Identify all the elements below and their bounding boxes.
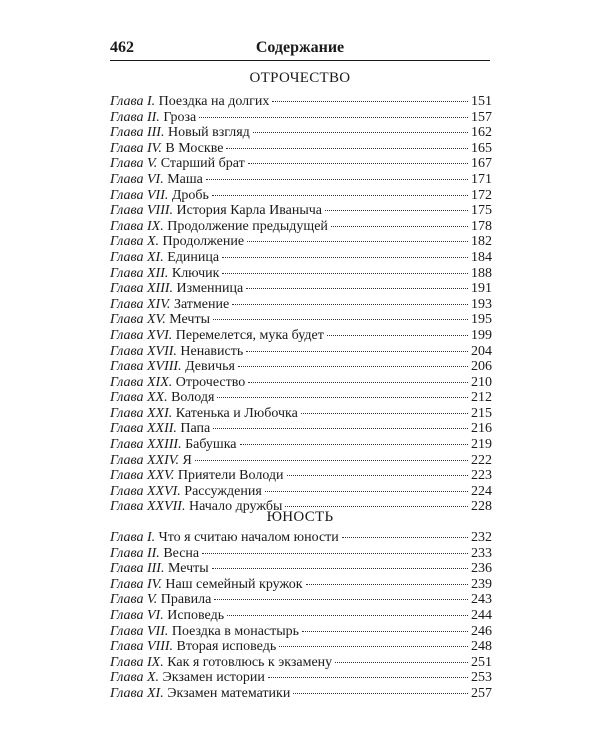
chapter-title: Поездка на долгих — [158, 94, 270, 109]
chapter-title: Поездка в монастырь — [171, 623, 300, 639]
toc-entry — [110, 250, 492, 266]
toc-entry — [110, 156, 492, 172]
toc-entry — [110, 686, 492, 702]
dot-leader — [331, 226, 468, 227]
chapter-title: Я — [182, 452, 192, 468]
chapter-title: Отрочество — [175, 374, 246, 390]
dot-leader — [325, 210, 468, 211]
chapter-title: Новый взгляд — [167, 125, 250, 141]
toc-entry — [110, 125, 492, 141]
toc-entry — [110, 624, 492, 640]
chapter-number: Глава XI. — [110, 249, 164, 265]
toc-entry — [110, 530, 492, 546]
dot-leader — [247, 241, 468, 242]
dot-leader — [248, 382, 468, 383]
toc-entry — [110, 639, 492, 655]
chapter-number: Глава VI. — [110, 171, 164, 187]
chapter-page: 193 — [471, 296, 492, 312]
chapter-number: Глава II. — [110, 545, 160, 561]
chapter-page: 182 — [471, 234, 492, 250]
chapter-title: Затмение — [173, 296, 230, 312]
chapter-number: Глава XVI. — [110, 327, 173, 343]
chapter-page: 223 — [471, 468, 492, 484]
chapter-page: 165 — [471, 140, 492, 156]
chapter-title: Папа — [180, 421, 211, 437]
dot-leader — [212, 568, 468, 569]
chapter-number: Глава XVIII. — [110, 359, 182, 375]
chapter-number: Глава IV. — [110, 576, 162, 592]
running-title: Содержание — [255, 39, 345, 56]
chapter-number: Глава XIII. — [110, 281, 174, 297]
chapter-page: 248 — [471, 639, 492, 655]
chapter-number: Глава III. — [110, 561, 165, 577]
chapter-title: Рассуждения — [184, 483, 262, 499]
chapter-number: Глава XXIV. — [110, 452, 179, 468]
toc-entry — [110, 592, 492, 608]
chapter-number: Глава IX. — [110, 654, 164, 670]
dot-leader — [199, 117, 468, 118]
chapter-page: 215 — [471, 405, 492, 421]
chapter-title: Единица — [167, 249, 220, 265]
chapter-page: 212 — [471, 390, 492, 406]
chapter-page: 210 — [471, 374, 492, 390]
chapter-page: 236 — [471, 561, 492, 577]
chapter-number: Глава V. — [110, 156, 158, 172]
chapter-page: 251 — [471, 654, 492, 670]
chapter-number: Глава III. — [110, 125, 165, 141]
toc-entry — [110, 344, 492, 360]
dot-leader — [248, 163, 468, 164]
chapter-number: Глава II. — [110, 109, 160, 125]
chapter-number: Глава XI. — [110, 685, 164, 701]
chapter-number: Глава XXVII. — [110, 499, 186, 515]
toc-list-adolescence — [110, 94, 492, 515]
toc-entry — [110, 141, 492, 157]
chapter-title: Перемелется, мука будет — [175, 327, 324, 343]
dot-leader — [246, 351, 468, 352]
dot-leader — [335, 662, 468, 663]
dot-leader — [342, 537, 468, 538]
toc-entry — [110, 312, 492, 328]
page-number: 462 — [110, 39, 134, 56]
chapter-page: 206 — [471, 359, 492, 375]
chapter-title: Девичья — [185, 359, 235, 375]
running-header — [110, 38, 490, 61]
chapter-title: Наш семейный кружок — [165, 576, 303, 592]
chapter-page: 219 — [471, 437, 492, 453]
toc-entry — [110, 561, 492, 577]
chapter-title: Изменница — [176, 281, 244, 297]
chapter-title: Дробь — [171, 187, 209, 203]
chapter-number: Глава VIII. — [110, 203, 174, 219]
toc-entry — [110, 406, 492, 422]
chapter-number: Глава XXV. — [110, 468, 175, 484]
chapter-number: Глава VII. — [110, 187, 169, 203]
chapter-number: Глава XV. — [110, 312, 166, 328]
chapter-page: 216 — [471, 421, 492, 437]
chapter-title: История Карла Иваныча — [176, 203, 322, 219]
chapter-page: 253 — [471, 670, 492, 686]
chapter-title: Бабушка — [185, 437, 237, 453]
dot-leader — [222, 273, 468, 274]
dot-leader — [302, 631, 468, 632]
toc-entry — [110, 328, 492, 344]
chapter-number: Глава IX. — [110, 218, 164, 234]
toc-entry — [110, 484, 492, 500]
chapter-title: Продолжение — [162, 234, 245, 250]
toc-entry — [110, 188, 492, 204]
chapter-title: В Москве — [165, 140, 224, 156]
chapter-page: 228 — [471, 499, 492, 515]
toc-entry — [110, 577, 492, 593]
toc-list-youth — [110, 530, 492, 702]
chapter-number: Глава XVII. — [110, 343, 177, 359]
chapter-number: Глава XXII. — [110, 421, 177, 437]
chapter-title: Старший брат — [160, 156, 245, 172]
chapter-title: Правила — [160, 592, 212, 608]
chapter-title: Мечты — [169, 312, 210, 328]
chapter-page: 171 — [471, 171, 492, 187]
section-title-adolescence: ОТРОЧЕСТВО — [249, 70, 351, 86]
toc-entry — [110, 94, 492, 110]
toc-entry — [110, 203, 492, 219]
dot-leader — [232, 304, 468, 305]
toc-entry — [110, 110, 492, 126]
chapter-number: Глава XIX. — [110, 374, 173, 390]
dot-leader — [206, 179, 468, 180]
chapter-page: 191 — [471, 281, 492, 297]
chapter-number: Глава XII. — [110, 265, 169, 281]
chapter-title: Как я готовлюсь к экзамену — [167, 654, 333, 670]
dot-leader — [287, 475, 468, 476]
dot-leader — [217, 397, 468, 398]
dot-leader — [293, 693, 468, 694]
chapter-title: Экзамен истории — [162, 670, 265, 686]
chapter-title: Что я считаю началом юности — [158, 530, 339, 545]
toc-entry — [110, 234, 492, 250]
toc-entry — [110, 390, 492, 406]
chapter-title: Продолжение предыдущей — [167, 218, 328, 234]
chapter-number: Глава XXVI. — [110, 483, 181, 499]
toc-entry — [110, 375, 492, 391]
toc-entry — [110, 608, 492, 624]
dot-leader — [240, 444, 468, 445]
dot-leader — [195, 460, 468, 461]
chapter-title: Экзамен математики — [167, 685, 291, 701]
dot-leader — [268, 677, 468, 678]
dot-leader — [227, 615, 468, 616]
chapter-title: Весна — [163, 545, 200, 561]
chapter-page: 239 — [471, 576, 492, 592]
toc-entry — [110, 468, 492, 484]
section-title-youth: ЮНОСТЬ — [266, 509, 334, 525]
dot-leader — [279, 646, 468, 647]
chapter-title: Начало дружбы — [188, 499, 283, 515]
chapter-title: Вторая исповедь — [176, 639, 277, 655]
dot-leader — [202, 553, 468, 554]
chapter-number: Глава VI. — [110, 607, 164, 623]
chapter-page: 257 — [471, 685, 492, 701]
dot-leader — [213, 428, 468, 429]
dot-leader — [265, 491, 468, 492]
chapter-page: 172 — [471, 187, 492, 203]
chapter-number: Глава VII. — [110, 623, 169, 639]
chapter-page: 167 — [471, 156, 492, 172]
toc-entry — [110, 281, 492, 297]
chapter-page: 246 — [471, 623, 492, 639]
dot-leader — [222, 257, 468, 258]
toc-entry — [110, 546, 492, 562]
dot-leader — [213, 319, 468, 320]
chapter-page: 175 — [471, 203, 492, 219]
chapter-page: 151 — [471, 94, 492, 109]
toc-entry — [110, 297, 492, 313]
toc-entry — [110, 453, 492, 469]
dot-leader — [253, 132, 468, 133]
chapter-page: 243 — [471, 592, 492, 608]
chapter-page: 178 — [471, 218, 492, 234]
toc-entry — [110, 359, 492, 375]
chapter-title: Исповедь — [167, 607, 225, 623]
chapter-number: Глава XIV. — [110, 296, 171, 312]
toc-entry — [110, 437, 492, 453]
toc-entry — [110, 172, 492, 188]
chapter-number: Глава V. — [110, 592, 158, 608]
chapter-page: 157 — [471, 109, 492, 125]
dot-leader — [238, 366, 468, 367]
dot-leader — [327, 335, 468, 336]
chapter-number: Глава XXI. — [110, 405, 173, 421]
chapter-number: Глава X. — [110, 670, 160, 686]
chapter-title: Ненависть — [180, 343, 244, 359]
chapter-page: 188 — [471, 265, 492, 281]
chapter-title: Гроза — [163, 109, 197, 125]
chapter-page: 199 — [471, 327, 492, 343]
chapter-title: Маша — [167, 171, 203, 187]
dot-leader — [214, 599, 468, 600]
chapter-number: Глава XXIII. — [110, 437, 182, 453]
chapter-number: Глава IV. — [110, 140, 162, 156]
chapter-page: 244 — [471, 607, 492, 623]
chapter-number: Глава I. — [110, 94, 156, 109]
dot-leader — [285, 506, 468, 507]
dot-leader — [246, 288, 468, 289]
chapter-number: Глава I. — [110, 530, 156, 545]
chapter-page: 233 — [471, 545, 492, 561]
chapter-page: 222 — [471, 452, 492, 468]
chapter-title: Ключик — [171, 265, 220, 281]
chapter-page: 232 — [471, 530, 492, 545]
chapter-number: Глава X. — [110, 234, 160, 250]
toc-entry — [110, 670, 492, 686]
dot-leader — [301, 413, 468, 414]
chapter-page: 204 — [471, 343, 492, 359]
chapter-page: 162 — [471, 125, 492, 141]
toc-entry — [110, 655, 492, 671]
dot-leader — [212, 195, 468, 196]
toc-entry — [110, 266, 492, 282]
toc-entry — [110, 421, 492, 437]
dot-leader — [306, 584, 468, 585]
chapter-number: Глава VIII. — [110, 639, 174, 655]
dot-leader — [272, 101, 468, 102]
chapter-title: Володя — [171, 390, 215, 406]
chapter-page: 224 — [471, 483, 492, 499]
toc-entry — [110, 219, 492, 235]
chapter-number: Глава XX. — [110, 390, 168, 406]
chapter-page: 195 — [471, 312, 492, 328]
dot-leader — [226, 148, 468, 149]
chapter-title: Приятели Володи — [177, 468, 284, 484]
chapter-page: 184 — [471, 249, 492, 265]
chapter-title: Катенька и Любочка — [175, 405, 298, 421]
chapter-title: Мечты — [167, 561, 209, 577]
